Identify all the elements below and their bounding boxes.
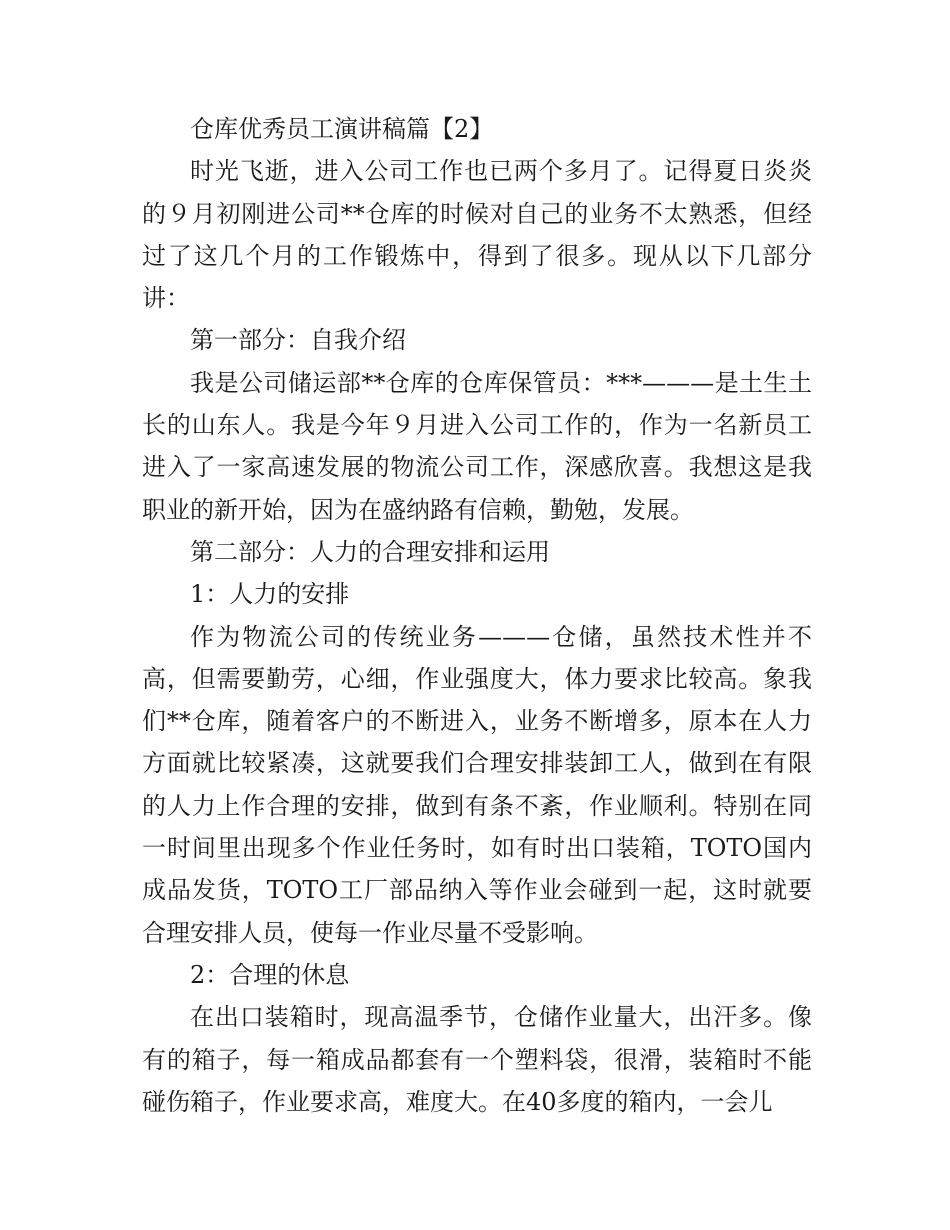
subheading-reasonable-rest: 2：合理的休息: [190, 960, 350, 989]
section-heading-part-one: 第一部分：自我介绍: [190, 326, 406, 355]
document-title: 仓库优秀员工演讲稿篇【2】: [190, 115, 494, 143]
section-heading-part-two: 第二部分：人力的合理安排和运用: [190, 537, 550, 566]
paragraph-intro: 时光飞逝，进入公司工作也已两个多月了。记得夏日炎炎的９月初刚进公司**仓库的时候对自己的业务不太熟悉，但经过了这几个月的工作锻炼中，得到了很多。现从以下几部分讲：: [142, 157, 812, 313]
document-page: [142, 108, 812, 1123]
paragraph-self-intro: 我是公司储运部**仓库的仓库保管员：***———是土生土长的山东人。我是今年９月进入公司工作的，作为一名新员工进入了一家高速发展的物流公司工作，深感欣喜。我想这是我职业的新开始，因为在盛纳路有信赖，勤勉，发展。: [142, 368, 812, 524]
paragraph-staff-arrangement: 作为物流公司的传统业务———仓储，虽然技术性并不高，但需要勤劳，心细，作业强度大，体力要求比较高。象我们**仓库，随着客户的不断进入，业务不断增多，原本在人力方面就比较紧凑，这就要我们合理安排装卸工人，做到在有限的人力上作合理的安排，做到有条不紊，作业顺利。特别在同一时间里出现多个作业任务时，如有时出口装箱，TOTO国内成品发货，TOTO工厂部品纳入等作业会碰到一起，这时就要合理安排人员，使每一作业尽量不受影响。: [142, 622, 812, 947]
paragraph-reasonable-rest: 在出口装箱时，现高温季节，仓储作业量大，出汗多。像有的箱子，每一箱成品都套有一个塑料袋，很滑，装箱时不能碰伤箱子，作业要求高，难度大。在40多度的箱内，一会儿: [142, 1003, 812, 1116]
subheading-staff-arrangement: 1：人力的安排: [190, 580, 350, 609]
